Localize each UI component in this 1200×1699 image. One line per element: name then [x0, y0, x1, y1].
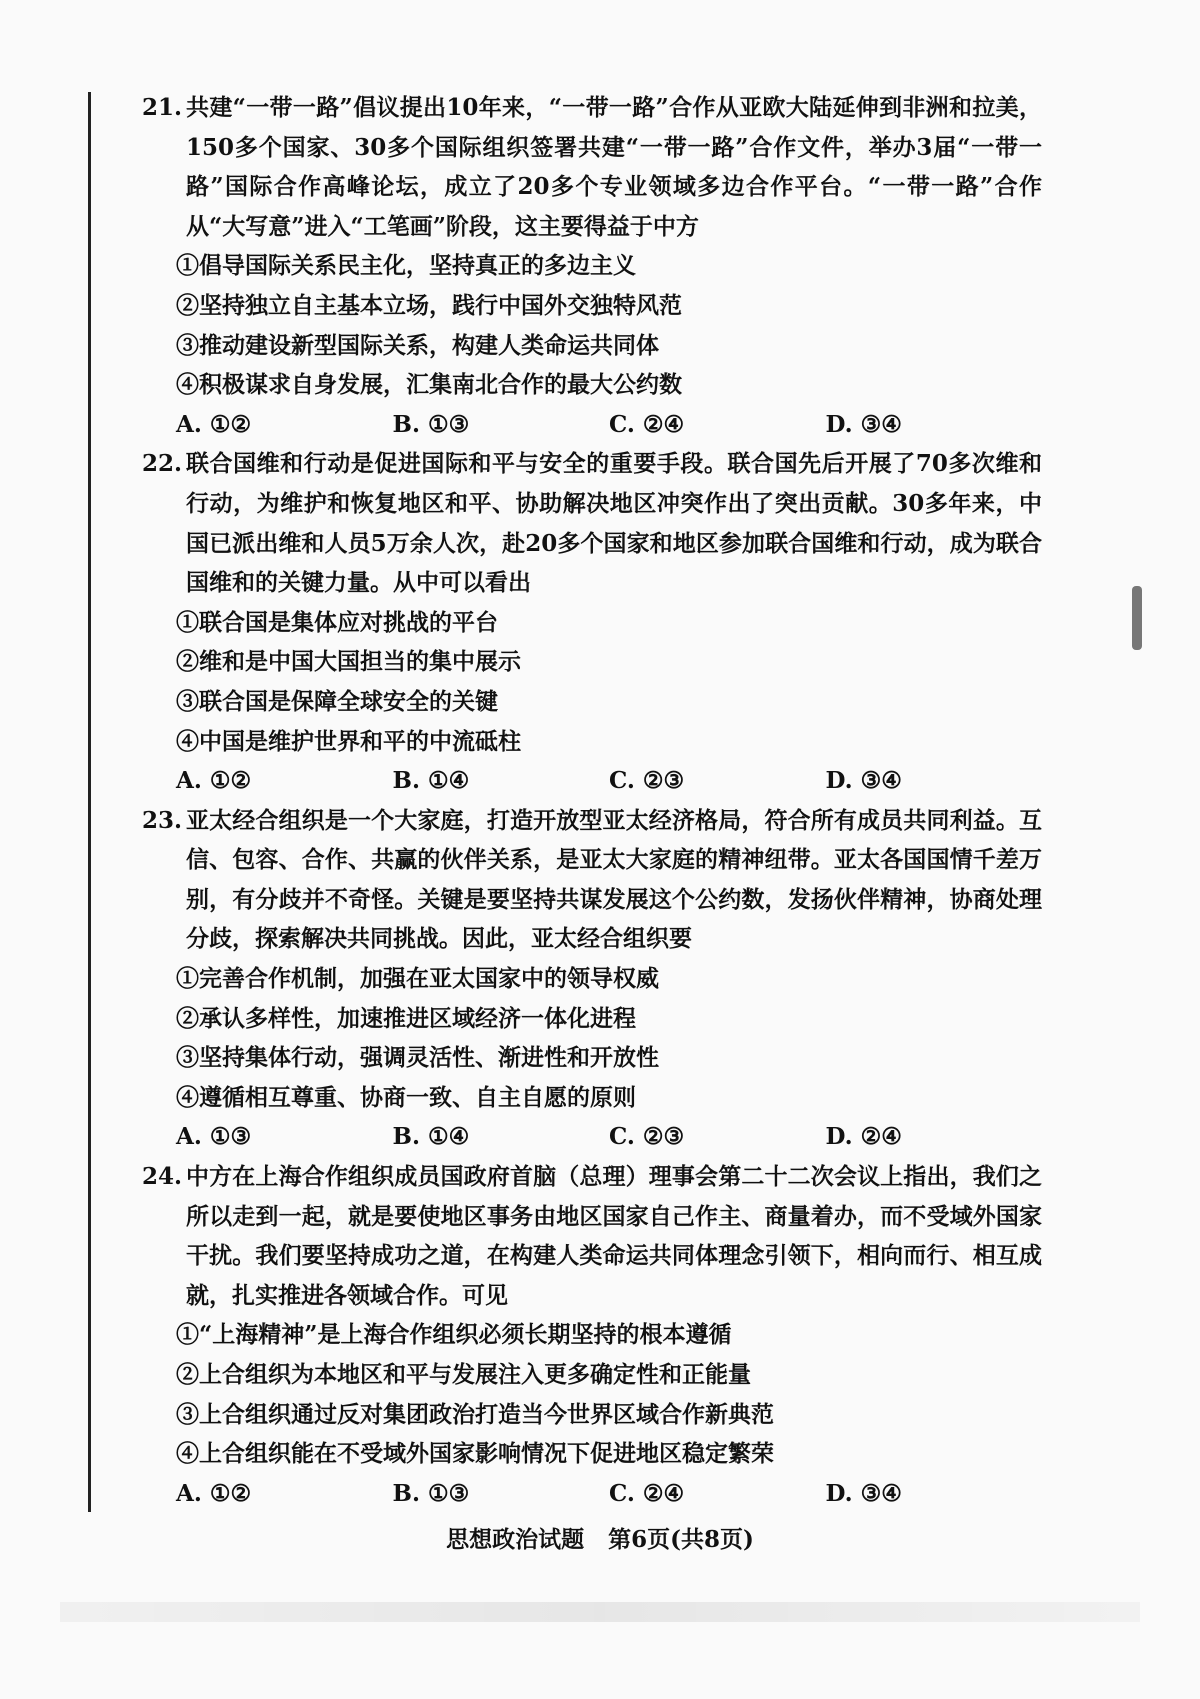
question-stem: 联合国维和行动是促进国际和平与安全的重要手段。联合国先后开展了70多次维和行动，为维护和恢复地区和平、协助解决地区冲突作出了突出贡献。30多年来，中国已派出维和人员5万余人次，赴20多个国家和地区参加联合国维和行动，成为联合国维和的关键力量。从中可以看出 — [186, 450, 1042, 597]
option-3: ③坚持集体行动，强调灵活性、渐进性和开放性 — [176, 1044, 659, 1072]
option-1: ①联合国是集体应对挑战的平台 — [176, 608, 498, 636]
option-4: ④上合组织能在不受域外国家影响情况下促进地区稳定繁荣 — [176, 1440, 774, 1468]
answer-choices — [176, 1474, 1042, 1514]
answer-b: B. ①④ — [392, 767, 470, 795]
question-number: 24. — [142, 1163, 183, 1191]
answer-choices — [176, 761, 1042, 801]
page-footer — [0, 1521, 1200, 1554]
question-22 — [142, 444, 1042, 800]
option-2: ②坚持独立自主基本立场，践行中国外交独特风范 — [176, 291, 682, 319]
answer-d: D. ③④ — [825, 410, 902, 438]
answer-d: D. ③④ — [825, 1479, 902, 1507]
question-stem: 共建“一带一路”倡议提出10年来，“一带一路”合作从亚欧大陆延伸到非洲和拉美，150多个国家、30多个国际组织签署共建“一带一路”合作文件，举办3届“一带一路”国际合作高峰论坛，成立了20多个专业领域多边合作平台。“一带一路”合作从“大写意”进入“工笔画”阶段，这主要得益于中方 — [186, 94, 1042, 240]
option-3: ③上合组织通过反对集团政治打造当今世界区域合作新典范 — [176, 1400, 774, 1428]
answer-b: B. ①③ — [392, 1479, 470, 1507]
question-stem: 中方在上海合作组织成员国政府首脑（总理）理事会第二十二次会议上指出，我们之所以走到一起，就是要使地区事务由地区国家自己作主、商量着办，而不受域外国家干扰。我们要坚持成功之道，在构建人类命运共同体理念引领下，相向而行、相互成就，扎实推进各领域合作。可见 — [186, 1163, 1042, 1309]
question-21 — [142, 88, 1042, 444]
answer-c: C. ②④ — [609, 410, 685, 438]
answer-a: A. ①② — [176, 410, 252, 438]
questions-area — [142, 88, 1042, 1513]
answer-d: D. ②④ — [825, 1123, 902, 1151]
option-4: ④中国是维护世界和平的中流砥柱 — [176, 727, 521, 755]
option-1: ①完善合作机制，加强在亚太国家中的领导权威 — [176, 965, 659, 993]
answer-a: A. ①③ — [176, 1123, 252, 1151]
scan-bottom-shadow — [60, 1602, 1140, 1622]
option-1: ①“上海精神”是上海合作组织必须长期坚持的根本遵循 — [176, 1321, 732, 1349]
answer-c: C. ②③ — [609, 767, 685, 795]
answer-choices — [176, 1117, 1042, 1157]
option-2: ②维和是中国大国担当的集中展示 — [176, 648, 521, 676]
answer-c: C. ②③ — [609, 1123, 685, 1151]
footer-subject: 思想政治试题 — [446, 1526, 585, 1553]
option-2: ②上合组织为本地区和平与发展注入更多确定性和正能量 — [176, 1361, 751, 1388]
scan-edge-mark — [1132, 586, 1142, 650]
question-23 — [142, 801, 1042, 1157]
answer-a: A. ①② — [176, 1479, 252, 1507]
question-number: 21. — [142, 94, 183, 121]
question-number: 22. — [142, 450, 183, 478]
binding-margin-line — [88, 92, 91, 1512]
option-3: ③推动建设新型国际关系，构建人类命运共同体 — [176, 331, 659, 359]
answer-b: B. ①③ — [392, 410, 470, 438]
option-1: ①倡导国际关系民主化，坚持真正的多边主义 — [176, 252, 636, 280]
answer-choices — [176, 405, 1042, 445]
question-stem: 亚太经合组织是一个大家庭，打造开放型亚太经济格局，符合所有成员共同利益。互信、包容、合作、共赢的伙伴关系，是亚太大家庭的精神纽带。亚太各国国情千差万别，有分歧并不奇怪。关键是要坚持共谋发展这个公约数，发扬伙伴精神，协商处理分歧，探索解决共同挑战。因此，亚太经合组织要 — [186, 806, 1042, 953]
option-4: ④遵循相互尊重、协商一致、自主自愿的原则 — [176, 1083, 636, 1111]
option-2: ②承认多样性，加速推进区域经济一体化进程 — [176, 1004, 636, 1032]
answer-a: A. ①② — [176, 767, 252, 795]
question-number: 23. — [142, 806, 183, 834]
answer-c: C. ②④ — [609, 1479, 685, 1507]
answer-b: B. ①④ — [392, 1123, 470, 1151]
option-3: ③联合国是保障全球安全的关键 — [176, 687, 498, 715]
footer-page-number: 第6页(共8页) — [608, 1526, 754, 1553]
question-24 — [142, 1157, 1042, 1513]
option-4: ④积极谋求自身发展，汇集南北合作的最大公约数 — [176, 371, 682, 399]
answer-d: D. ③④ — [825, 767, 902, 795]
